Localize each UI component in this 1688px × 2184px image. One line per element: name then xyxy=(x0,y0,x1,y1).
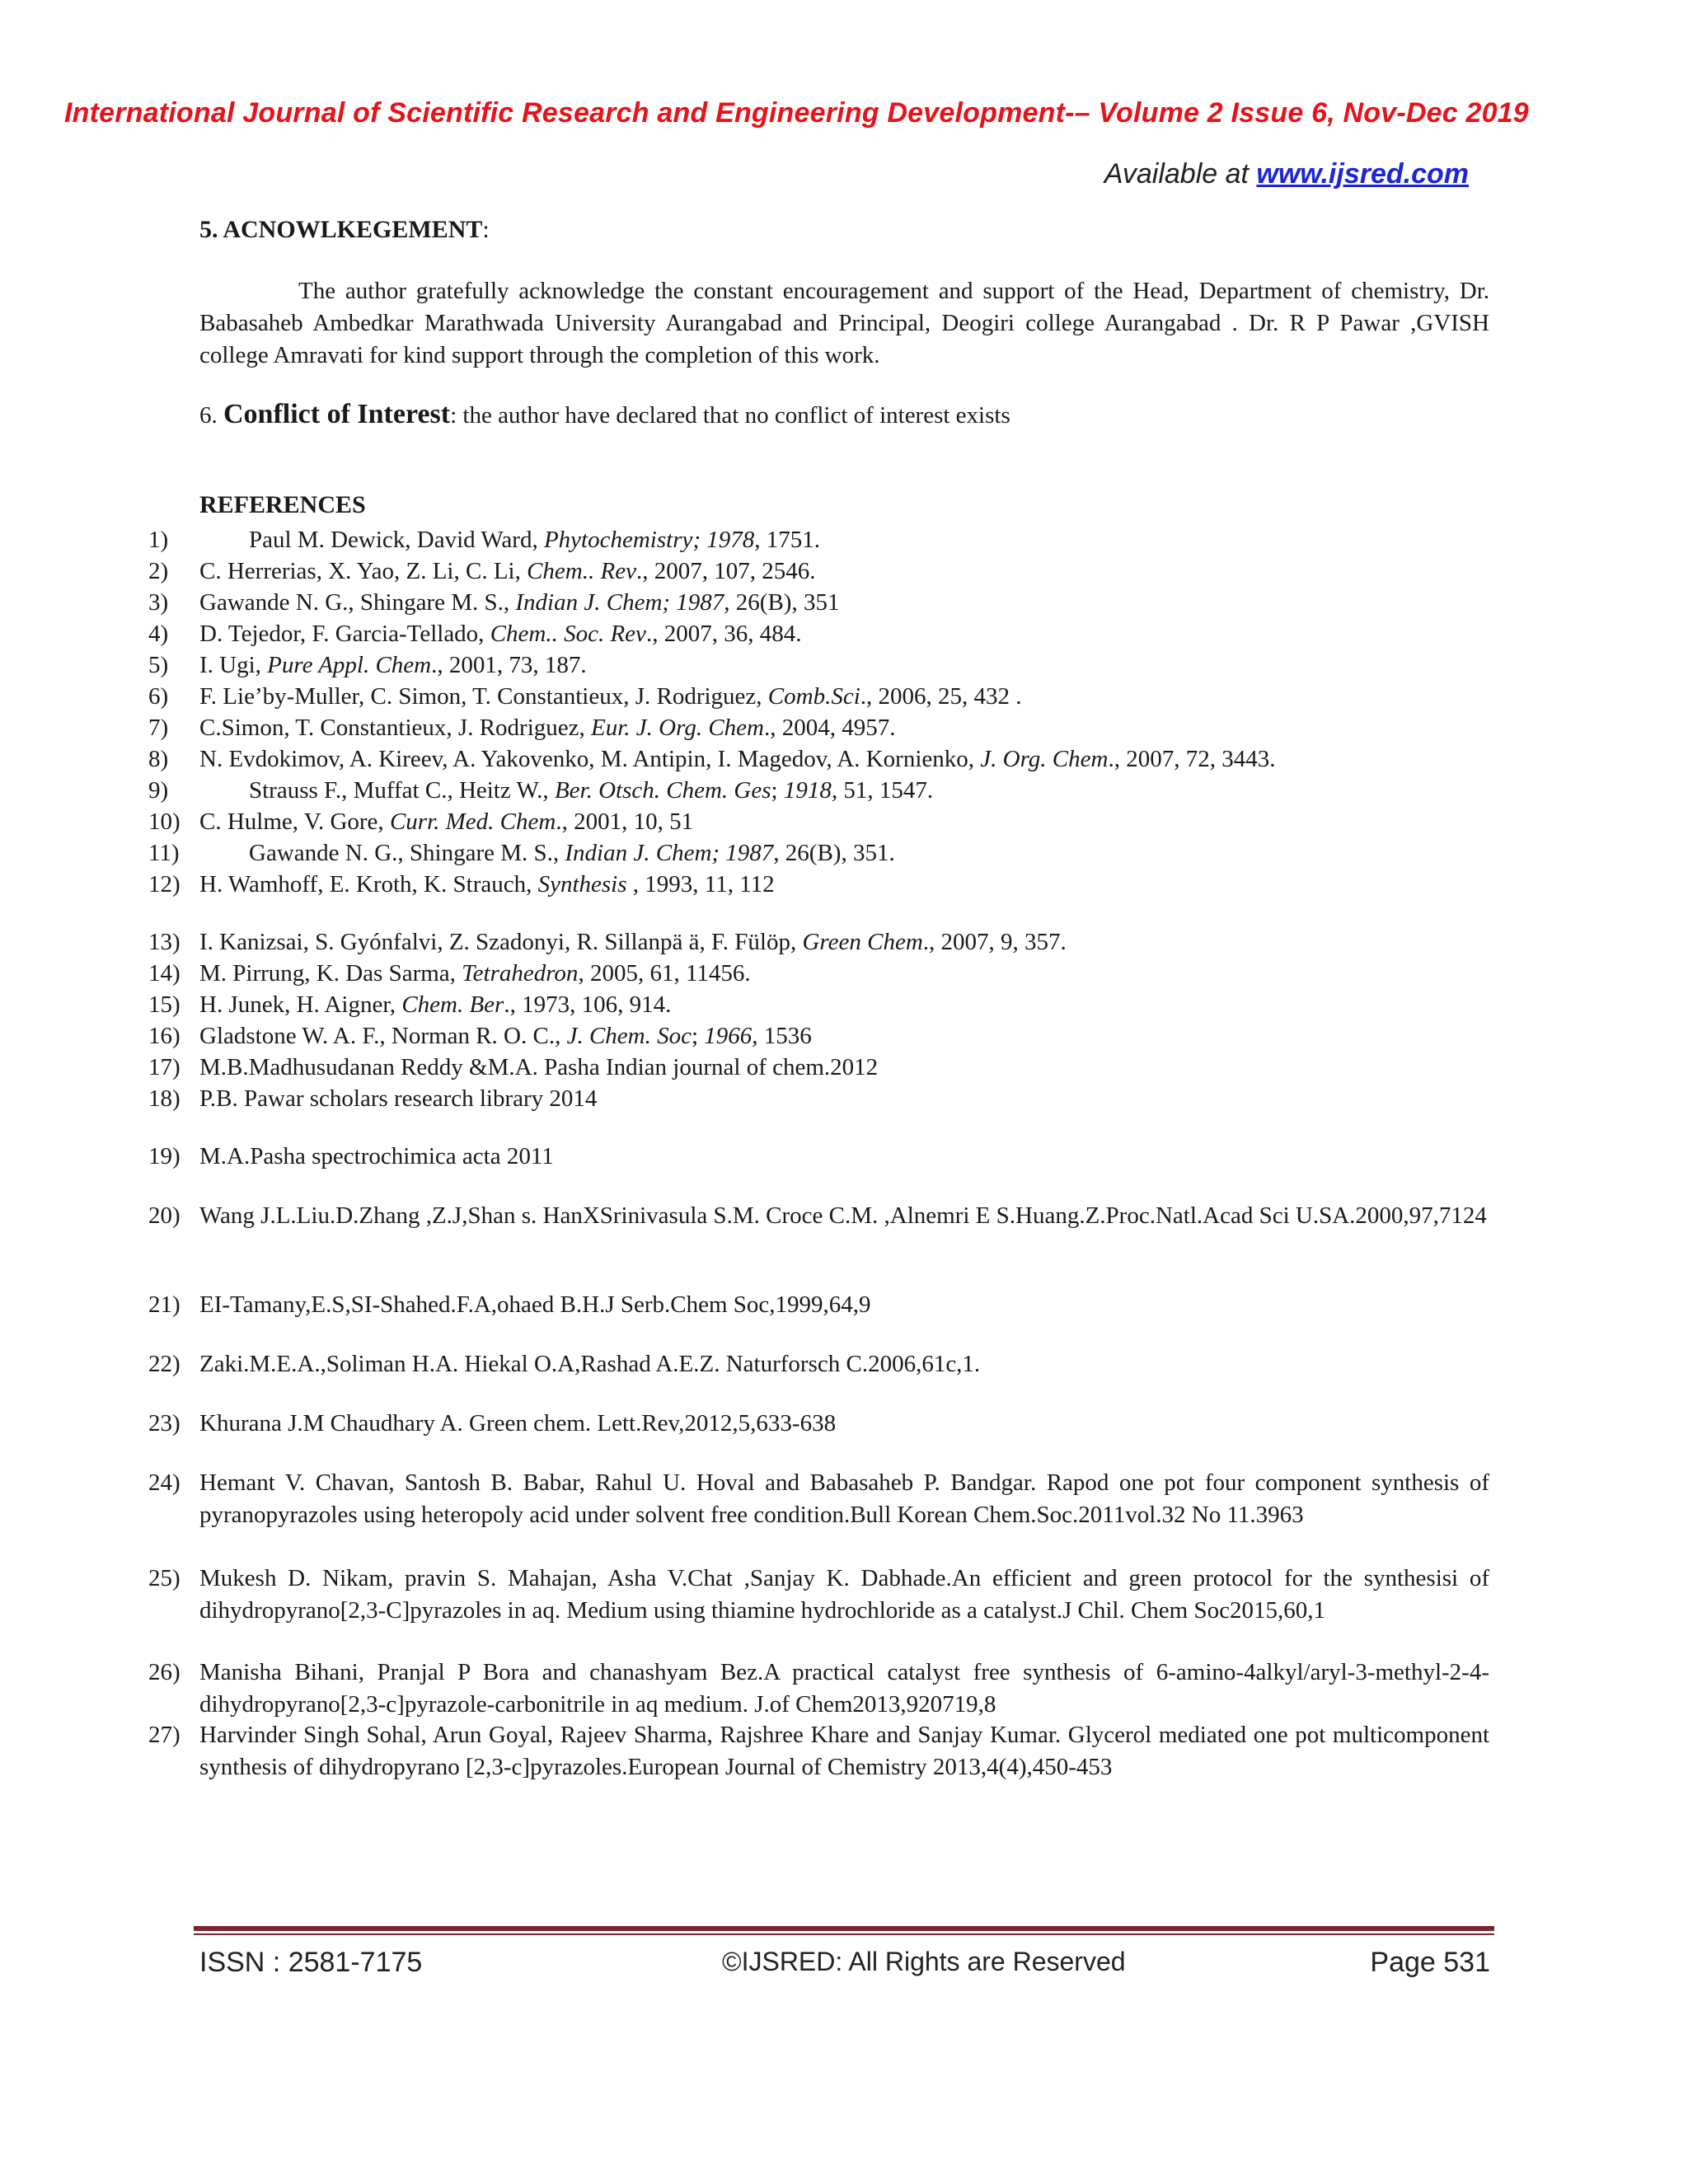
references-heading: REFERENCES xyxy=(199,491,366,518)
reference-segment: Manisha Bihani, Pranjal P Bora and chanashyam Bez.A practical catalyst free synthesis of 6-amino-4alkyl/aryl-3-methyl-2-4-dihydropyrano[2,3-c]pyrazole-carbonitrile in aq medium. J.of Chem2013,920719,8 xyxy=(199,1659,1489,1718)
reference-number: 15) xyxy=(148,991,181,1018)
reference-journal: Synthesis xyxy=(537,871,627,898)
reference-journal: Ber. Otsch. Chem. Ges xyxy=(554,777,771,804)
reference-number: 26) xyxy=(148,1659,181,1685)
reference-text xyxy=(199,1408,1489,1440)
reference-text xyxy=(199,587,1489,619)
reference-journal: Indian J. Chem; 1987 xyxy=(515,589,724,616)
reference-number: 2) xyxy=(148,558,169,584)
reference-segment: H. Wamhoff, E. Kroth, K. Strauch, xyxy=(199,871,538,898)
reference-text xyxy=(199,926,1489,958)
footer-issn: ISSN : 2581-7175 xyxy=(199,1947,423,1978)
reference-number: 16) xyxy=(148,1023,181,1049)
reference-number: 27) xyxy=(148,1722,181,1748)
reference-text xyxy=(199,1141,1489,1173)
reference-journal: Indian J. Chem; 1987 xyxy=(565,840,774,866)
reference-text xyxy=(199,1657,1489,1721)
reference-text xyxy=(199,1289,1489,1321)
reference-segment: Harvinder Singh Sohal, Arun Goyal, Rajeev Sharma, Rajshree Khare and Sanjay Kumar. Glycerol mediated one pot multicomponent synthesis of dihydropyrano [2,3-c]pyrazoles.European Journal of Chemistry 2013,4(4),450-453 xyxy=(199,1722,1489,1780)
reference-segment: , 1993, 11, 112 xyxy=(626,871,775,898)
reference-journal: 1918, xyxy=(783,777,838,804)
reference-number: 6) xyxy=(148,683,169,710)
reference-segment: C. Herrerias, X. Yao, Z. Li, C. Li, xyxy=(199,558,528,584)
reference-number: 1) xyxy=(148,527,169,553)
reference-journal: J. Org. Chem xyxy=(980,746,1109,772)
reference-number: 14) xyxy=(148,960,181,987)
footer-copyright: ©IJSRED: All Rights are Reserved xyxy=(722,1947,1126,1976)
reference-number: 7) xyxy=(148,715,169,741)
reference-text xyxy=(199,681,1489,713)
reference-number: 5) xyxy=(148,652,169,678)
reference-segment: M. Pirrung, K. Das Sarma, xyxy=(199,960,462,987)
reference-text xyxy=(199,869,1489,901)
reference-number: 3) xyxy=(148,589,169,616)
reference-number: 18) xyxy=(148,1085,181,1112)
reference-journal: 1966, xyxy=(704,1023,758,1049)
reference-journal: Chem.. Rev xyxy=(527,558,636,584)
footer-rule-thin xyxy=(194,1933,1494,1935)
reference-segment: , 26(B), 351. xyxy=(773,840,895,866)
reference-segment: ., 2007, 72, 3443. xyxy=(1108,746,1276,772)
reference-text xyxy=(199,1719,1489,1783)
reference-segment: ., 2007, 9, 357. xyxy=(922,929,1067,955)
reference-text xyxy=(249,837,1489,869)
coi-text: : the author have declared that no conflict of interest exists xyxy=(450,402,1010,429)
reference-segment: Mukesh D. Nikam, pravin S. Mahajan, Asha V.Chat ,Sanjay K. Dabhade.An efficient and green protocol for the synthesisi of dihydropyrano[2,3-C]pyrazoles in aq. Medium using thiamine hydrochloride as a catalyst.J Chil. Chem Soc2015,60,1 xyxy=(199,1565,1489,1624)
reference-number: 8) xyxy=(148,746,169,772)
reference-number: 25) xyxy=(148,1565,181,1591)
reference-journal: Comb.Sci xyxy=(767,683,860,710)
reference-segment: ., 2007, 107, 2546. xyxy=(635,558,816,584)
reference-segment: Khurana J.M Chaudhary A. Green chem. Lett.Rev,2012,5,633-638 xyxy=(199,1410,837,1436)
reference-text xyxy=(199,618,1489,650)
reference-text xyxy=(199,712,1489,744)
reference-text xyxy=(199,1052,1489,1084)
reference-segment: ., 2001, 73, 187. xyxy=(431,652,587,678)
footer-page-number: Page 531 xyxy=(1370,1947,1490,1978)
reference-segment: C. Hulme, V. Gore, xyxy=(199,808,390,835)
reference-segment: H. Junek, H. Aigner, xyxy=(199,991,402,1018)
reference-journal: Curr. Med. Chem xyxy=(389,808,556,835)
reference-journal: Phytochemistry; 1978 xyxy=(543,527,755,553)
conflict-of-interest xyxy=(199,399,1010,430)
journal-header: International Journal of Scientific Research and Engineering Development-– Volume 2 Issue 6, Nov-Dec 2019 xyxy=(64,97,1529,129)
reference-text xyxy=(199,1348,1489,1380)
available-at xyxy=(1104,158,1469,190)
reference-text xyxy=(199,649,1489,682)
coi-title: Conflict of Interest xyxy=(223,399,451,429)
reference-text xyxy=(199,743,1489,776)
coi-number: 6. xyxy=(199,402,223,429)
reference-text xyxy=(199,989,1489,1021)
reference-segment: Gawande N. G., Shingare M. S., xyxy=(199,589,516,616)
reference-number: 21) xyxy=(148,1291,181,1318)
reference-text xyxy=(199,1467,1489,1531)
reference-segment: M.B.Madhusudanan Reddy &M.A. Pasha Indian journal of chem.2012 xyxy=(199,1054,879,1080)
reference-segment: , 26(B), 351 xyxy=(724,589,840,616)
acknowledgement-heading-text: 5. ACNOWLKEGEMENT xyxy=(199,216,483,243)
reference-journal: Green Chem xyxy=(802,929,923,955)
reference-journal: Eur. J. Org. Chem xyxy=(591,715,764,741)
reference-segment: I. Ugi, xyxy=(199,652,268,678)
reference-segment: ., 2001, 10, 51 xyxy=(556,808,694,835)
reference-journal: Chem.. Soc. Rev xyxy=(490,621,646,647)
reference-segment: C.Simon, T. Constantieux, J. Rodriguez, xyxy=(199,715,592,741)
reference-text xyxy=(199,1083,1489,1115)
reference-text xyxy=(249,775,1489,807)
reference-segment: Gladstone W. A. F., Norman R. O. C., xyxy=(199,1023,567,1049)
reference-journal: Pure Appl. Chem xyxy=(267,652,432,678)
journal-website-link[interactable]: www.ijsred.com xyxy=(1256,158,1469,190)
reference-number: 20) xyxy=(148,1202,181,1229)
available-prefix: Available at xyxy=(1104,158,1257,190)
reference-number: 17) xyxy=(148,1054,181,1080)
reference-text xyxy=(199,1563,1489,1627)
reference-segment: 1536 xyxy=(757,1023,812,1049)
reference-segment: ., 2007, 36, 484. xyxy=(645,621,802,647)
reference-segment: ., 1973, 106, 914. xyxy=(504,991,672,1018)
reference-number: 4) xyxy=(148,621,169,647)
reference-text xyxy=(199,555,1489,588)
reference-segment: Paul M. Dewick, David Ward, xyxy=(249,527,544,553)
reference-segment: M.A.Pasha spectrochimica acta 2011 xyxy=(199,1143,554,1169)
reference-number: 19) xyxy=(148,1143,181,1169)
reference-segment: EI-Tamany,E.S,SI-Shahed.F.A,ohaed B.H.J Serb.Chem Soc,1999,64,9 xyxy=(199,1291,871,1318)
footer-rule xyxy=(194,1926,1494,1931)
reference-segment: I. Kanizsai, S. Gyónfalvi, Z. Szadonyi, R. Sillanpä ä, F. Fülöp, xyxy=(199,929,803,955)
reference-text xyxy=(199,806,1489,838)
reference-text xyxy=(199,1200,1489,1232)
reference-segment: F. Lie’by-Muller, C. Simon, T. Constantieux, J. Rodriguez, xyxy=(199,683,768,710)
reference-segment: D. Tejedor, F. Garcia-Tellado, xyxy=(199,621,490,647)
reference-segment: , 1751. xyxy=(754,527,821,553)
reference-text xyxy=(199,1020,1489,1052)
reference-text xyxy=(199,958,1489,990)
reference-number: 24) xyxy=(148,1469,181,1496)
reference-segment: 51, 1547. xyxy=(837,777,934,804)
acknowledgement-paragraph: The author gratefully acknowledge the constant encouragement and support of the Head, Department of chemistry, Dr. Babasaheb Ambedkar Marathwada University Aurangabad and Principal, Deogiri college Aurangabad . Dr. R P Pawar ,GVISH college Amravati for kind support through the completion of this work. xyxy=(199,278,1489,368)
reference-journal: Tetrahedron xyxy=(462,960,579,987)
reference-number: 23) xyxy=(148,1410,181,1436)
reference-segment: Zaki.M.E.A.,Soliman H.A. Hiekal O.A,Rashad A.E.Z. Naturforsch C.2006,61c,1. xyxy=(199,1351,981,1377)
reference-segment: N. Evdokimov, A. Kireev, A. Yakovenko, M. Antipin, I. Magedov, A. Kornienko, xyxy=(199,746,981,772)
reference-number: 22) xyxy=(148,1351,181,1377)
acknowledgement-heading xyxy=(199,216,490,244)
reference-segment: ; xyxy=(691,1023,705,1049)
reference-number: 12) xyxy=(148,871,181,898)
reference-number: 11) xyxy=(148,840,180,866)
reference-segment: Hemant V. Chavan, Santosh B. Babar, Rahul U. Hoval and Babasaheb P. Bandgar. Rapod one pot four component synthesis of pyranopyrazoles using heteropoly acid under solvent free condition.Bull Korean Chem.Soc.2011vol.32 No 11.3963 xyxy=(199,1469,1489,1528)
reference-segment: Gawande N. G., Shingare M. S., xyxy=(249,840,565,866)
reference-segment: Wang J.L.Liu.D.Zhang ,Z.J,Shan s. HanXSrinivasula S.M. Croce C.M. ,Alnemri E S.Huang.Z.Proc.Natl.Acad Sci U.SA.2000,97,7124 xyxy=(199,1202,1487,1229)
heading-colon: : xyxy=(482,216,490,243)
reference-segment: P.B. Pawar scholars research library 2014 xyxy=(199,1085,598,1112)
reference-journal: Chem. Ber xyxy=(401,991,504,1018)
reference-number: 13) xyxy=(148,929,181,955)
reference-journal: J. Chem. Soc xyxy=(566,1023,692,1049)
reference-segment: Strauss F., Muffat C., Heitz W., xyxy=(249,777,555,804)
reference-number: 9) xyxy=(148,777,169,804)
reference-segment: ., 2006, 25, 432 . xyxy=(860,683,1022,710)
reference-text xyxy=(249,524,1489,556)
reference-segment: ., 2004, 4957. xyxy=(763,715,896,741)
reference-segment: , 2005, 61, 11456. xyxy=(578,960,751,987)
reference-number: 10) xyxy=(148,808,181,835)
reference-segment: ; xyxy=(771,777,784,804)
